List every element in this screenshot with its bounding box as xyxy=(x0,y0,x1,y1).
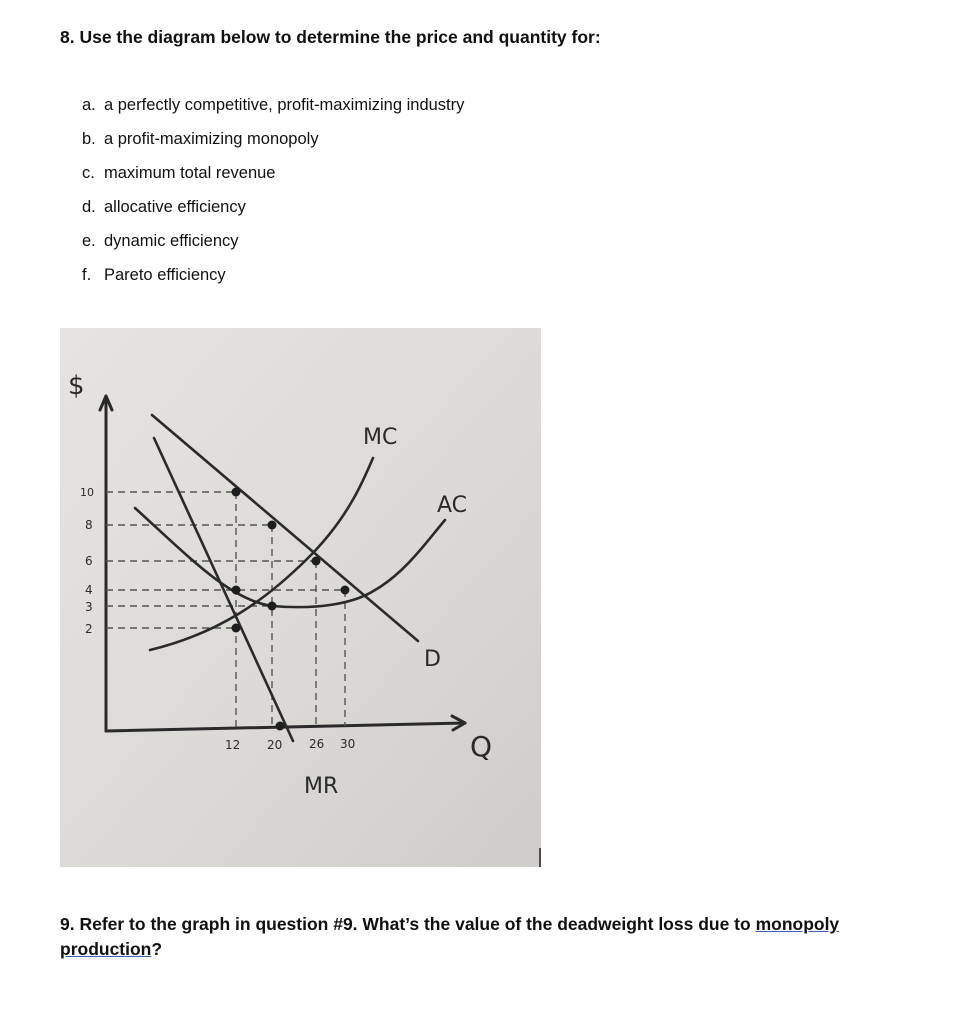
y-tick-label: 8 xyxy=(85,518,93,532)
x-axis-label: Q xyxy=(470,730,493,763)
question-9-text xyxy=(60,912,900,962)
point xyxy=(312,557,321,566)
demand-label: D xyxy=(424,647,441,672)
question-9-prefix: 9. Refer to the graph in question #9. What’s the value of the deadweight loss due to xyxy=(60,914,756,934)
y-tick-label: 2 xyxy=(85,622,93,636)
option-text: allocative efficiency xyxy=(104,198,246,216)
y-tick-label: 10 xyxy=(80,486,94,499)
question-8-options xyxy=(82,92,464,296)
option-letter: e. xyxy=(82,232,96,250)
question-9-suffix: ? xyxy=(151,939,163,959)
x-tick-label: 26 xyxy=(309,737,325,751)
option-letter: a. xyxy=(82,96,96,114)
option-letter: d. xyxy=(82,198,96,216)
option-letter: b. xyxy=(82,130,96,148)
ac-label: AC xyxy=(437,493,468,518)
point xyxy=(268,602,277,611)
point xyxy=(268,521,277,530)
mr-label: MR xyxy=(304,774,339,799)
y-tick-label: 4 xyxy=(85,583,93,597)
point xyxy=(341,586,350,595)
y-axis-label: $ xyxy=(68,371,85,401)
mc-label: MC xyxy=(363,425,398,450)
option-text: a profit-maximizing monopoly xyxy=(104,130,319,148)
point xyxy=(232,586,241,595)
option-e xyxy=(82,228,464,262)
option-text: maximum total revenue xyxy=(104,164,276,182)
option-letter: f. xyxy=(82,266,92,284)
option-text: dynamic efficiency xyxy=(104,232,239,250)
x-tick-label: 12 xyxy=(225,738,241,752)
point xyxy=(276,722,285,731)
economics-diagram-photo xyxy=(60,328,541,867)
question-8-heading: 8. Use the diagram below to determine the price and quantity for: xyxy=(60,27,601,47)
paper-background xyxy=(60,328,541,867)
y-tick-label: 6 xyxy=(85,554,93,568)
option-d xyxy=(82,194,464,228)
option-b xyxy=(82,126,464,160)
option-a xyxy=(82,92,464,126)
option-c xyxy=(82,160,464,194)
option-text: a perfectly competitive, profit-maximizing industry xyxy=(104,96,465,114)
y-tick-label: 3 xyxy=(85,600,93,614)
question-9-underlined: monopoly production xyxy=(60,914,840,959)
option-f xyxy=(82,262,464,296)
x-tick-label: 20 xyxy=(267,738,283,752)
x-tick-label: 30 xyxy=(340,737,356,751)
option-text: Pareto efficiency xyxy=(104,266,226,284)
point xyxy=(232,488,241,497)
option-letter: c. xyxy=(82,164,95,182)
point xyxy=(232,624,241,633)
